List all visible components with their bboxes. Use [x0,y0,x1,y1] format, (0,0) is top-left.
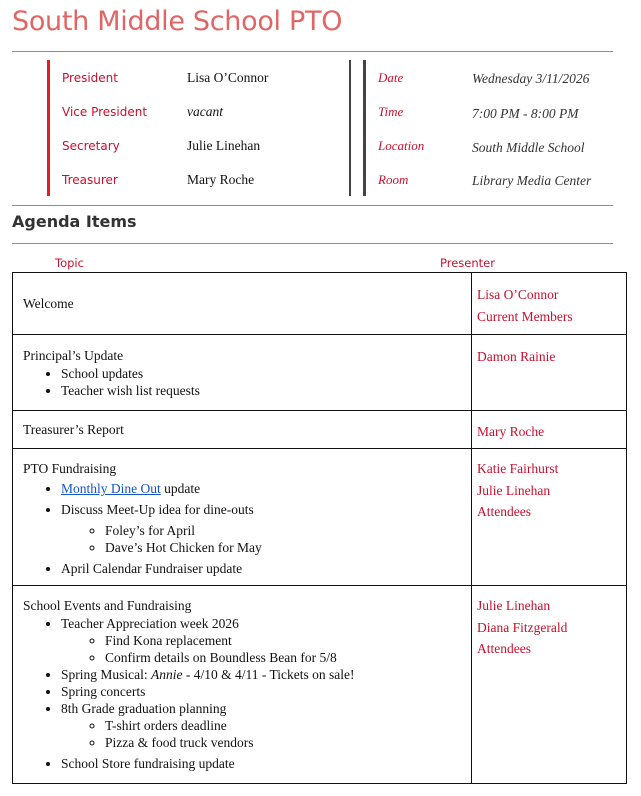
meeting-label-room: Room [378,172,409,187]
meeting-divider-thick [363,60,366,196]
bullet-list [23,480,463,577]
officer-name-secretary: Julie Linehan [187,138,261,153]
bullet-item [61,480,463,497]
bullet-item: • School Store fundraising update [61,755,463,772]
topic-title: School Events and Fundraising [23,598,192,613]
sub-bullet-item: ◦ T-shirt orders deadline [105,717,463,734]
meeting-label-date: Date [378,70,404,85]
presenter-name: Julie Linehan [477,482,551,498]
topic-cell [13,335,472,411]
officer-role-president: President [62,71,118,85]
presenter-cell [472,449,627,586]
meeting-value-date: Wednesday 3/11/2026 [472,71,590,86]
presenter-cell [472,586,627,784]
sub-bullet-item: ◦ Pizza & food truck vendors [105,734,463,751]
bullet-list [23,365,463,399]
bullet-text: 8th Grade graduation planning [61,701,227,716]
officer-name-president: Lisa O’Connor [187,70,269,85]
bullet-text: update [160,481,201,496]
presenter-name: Current Members [477,308,573,324]
agenda-heading: Agenda Items [12,212,137,231]
bullet-item [61,501,463,556]
agenda-table [12,272,627,784]
meeting-divider-thin [349,60,351,196]
sub-bullet-list [61,632,463,666]
presenter-name: Attendees [477,504,531,519]
presenter-name: Julie Linehan [477,598,551,613]
officer-name-vice-president: vacant [187,104,223,119]
sub-bullet-item: ◦ Dave’s Hot Chicken for May [105,539,463,556]
presenter-name: Mary Roche [477,424,545,439]
bullet-item: • Spring concerts [61,683,463,700]
officer-role-treasurer: Treasurer [62,173,118,187]
bullet-text: Teacher Appreciation week 2026 [61,616,239,631]
meeting-label-time: Time [378,104,404,119]
officer-name-treasurer: Mary Roche [187,172,255,187]
bullet-item [61,615,463,666]
page-title: South Middle School PTO [12,6,343,37]
topic-cell [13,411,472,449]
officer-role-vice-president: Vice President [62,105,148,119]
presenter-name: Attendees [477,641,531,656]
bullet-list [23,615,463,772]
sub-bullet-item: ◦ Confirm details on Boundless Bean for 5/8 [105,649,463,666]
presenter-name: Lisa O’Connor [477,287,559,302]
agenda-row-treasurer-report [13,411,627,449]
bullet-item: • April Calendar Fundraiser update [61,560,463,577]
officers-accent-bar [47,60,50,196]
section-top-divider [12,205,613,206]
presenter-cell [472,411,627,449]
topic-cell [13,586,472,784]
agenda-row-pto-fundraising [13,449,627,586]
bullet-item: • Teacher wish list requests [61,382,463,399]
bullet-item [61,700,463,751]
meeting-value-location: South Middle School [472,140,585,155]
sub-bullet-list [61,717,463,751]
presenter-name: Diana Fitzgerald [477,619,568,635]
sub-bullet-list [61,522,463,556]
sub-bullet-item: ◦ Foley’s for April [105,522,463,539]
presenter-cell [472,273,627,335]
bullet-item [61,666,463,683]
bullet-item: • School updates [61,365,463,382]
topic-title: PTO Fundraising [23,461,117,476]
meeting-value-time: 7:00 PM - 8:00 PM [472,106,579,121]
topic-title: Principal’s Update [23,348,124,363]
bullet-text: Discuss Meet-Up idea for dine-outs [61,502,254,517]
monthly-dine-out-link[interactable]: Monthly Dine Out [61,481,161,496]
agenda-row-school-events [13,586,627,784]
topic-cell [13,449,472,586]
officer-role-secretary: Secretary [62,139,120,153]
bullet-text: Spring Musical: [61,667,151,682]
meeting-value-room: Library Media Center [472,173,592,188]
presenter-name: Damon Rainie [477,349,556,364]
column-header-presenter: Presenter [440,256,495,270]
section-bottom-divider [12,243,613,244]
bullet-text: - 4/10 & 4/11 - Tickets on sale! [182,667,355,682]
column-header-topic: Topic [55,256,84,270]
topic-cell [13,273,472,335]
meeting-label-location: Location [378,138,425,153]
topic-title: Welcome [23,295,74,311]
presenter-name: Katie Fairhurst [477,461,559,476]
topic-title: Treasurer’s Report [23,422,124,437]
agenda-row-principal-update [13,335,627,411]
sub-bullet-item: ◦ Find Kona replacement [105,632,463,649]
musical-title: Annie [151,667,183,682]
title-divider [12,51,613,52]
presenter-cell [472,335,627,411]
agenda-row-welcome [13,273,627,335]
